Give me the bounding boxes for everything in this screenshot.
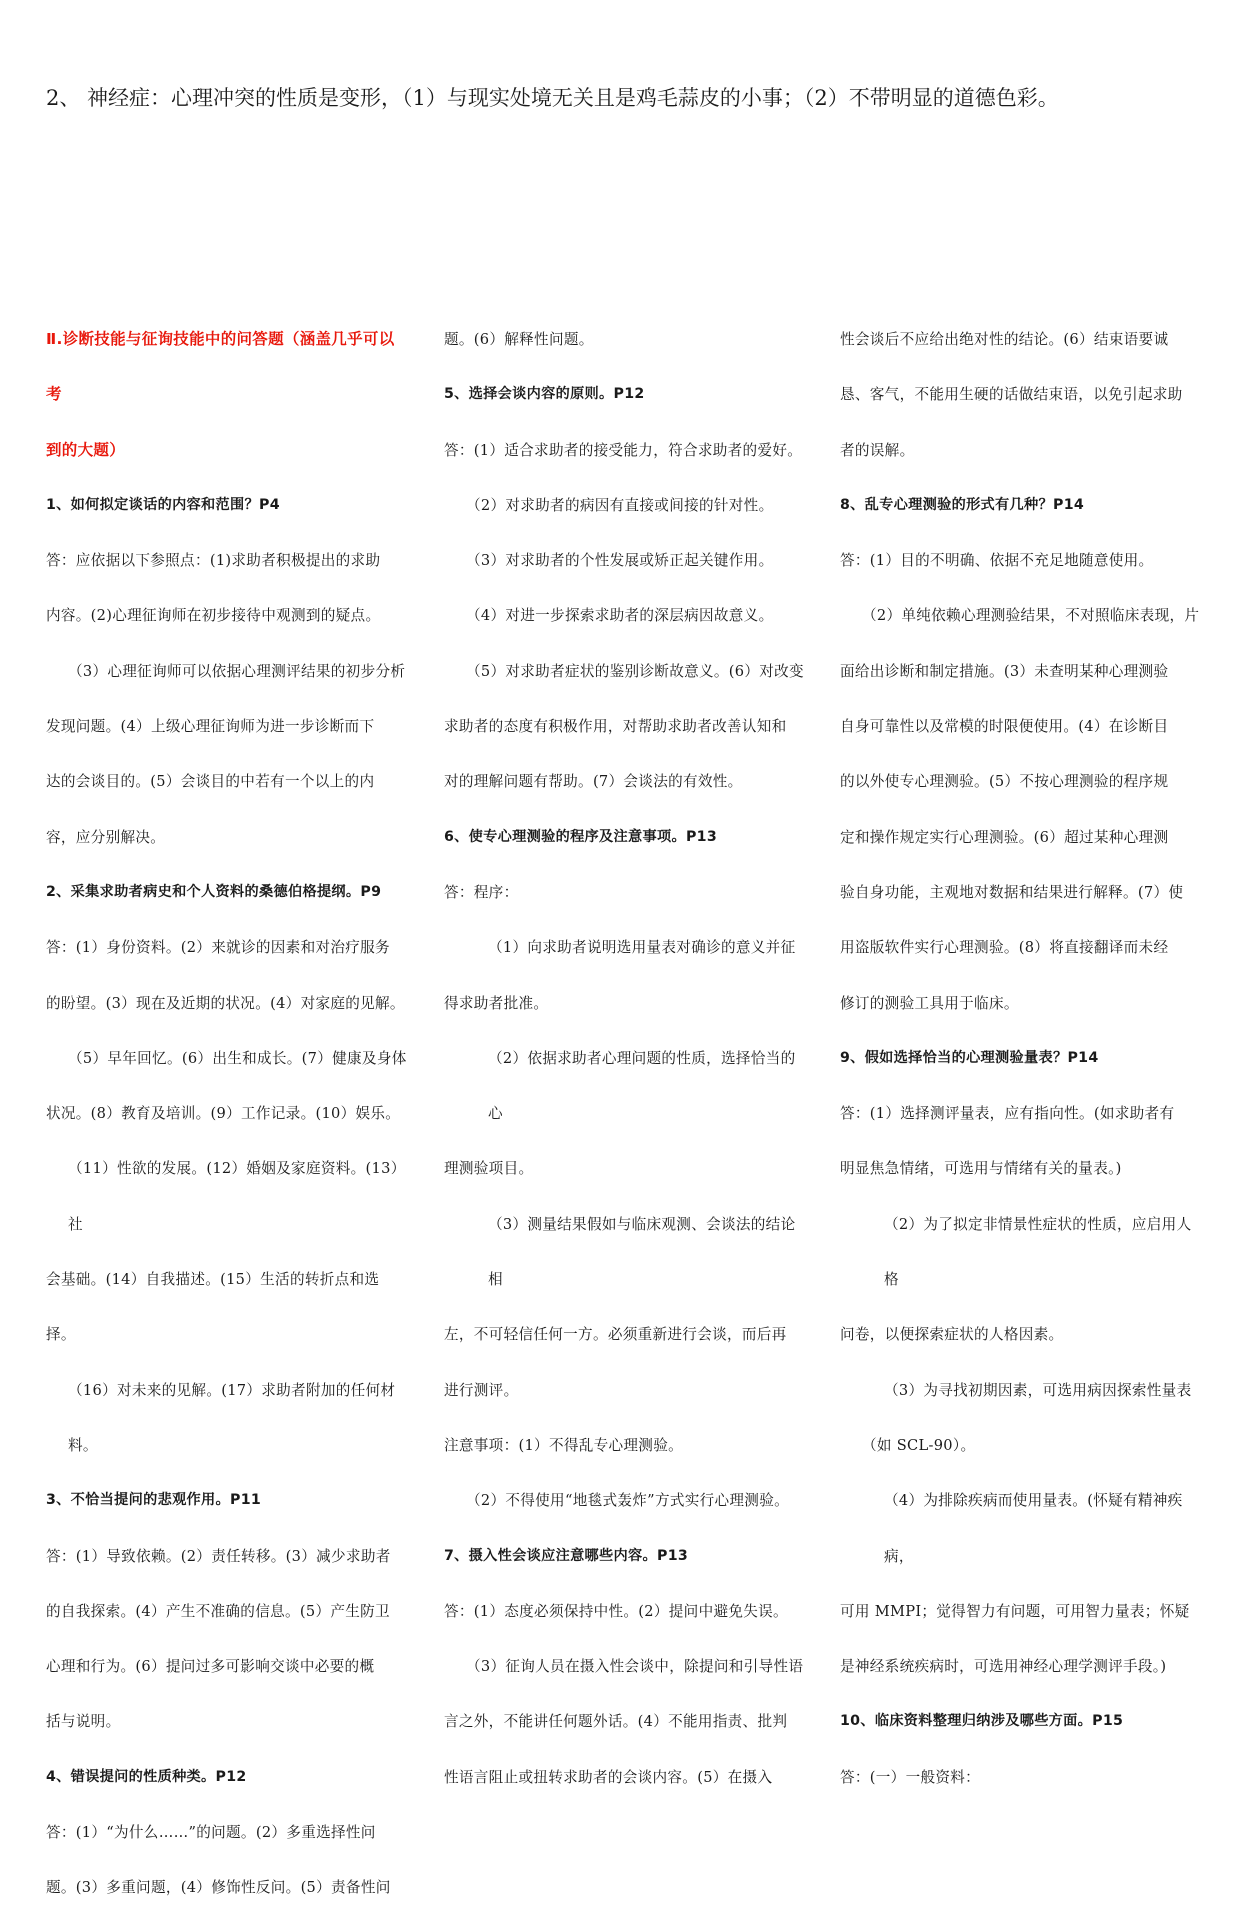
text-line: 答：程序： <box>444 883 519 901</box>
text-line: 答：(1）导致依赖。(2）责任转移。(3）减少求助者 <box>46 1547 391 1565</box>
text-line: （3）心理征询师可以依据心理测评结果的初步分析 <box>68 662 406 680</box>
section-title: Ⅱ.诊断技能与征询技能中的问答题（涵盖几乎可以考 <box>46 330 395 404</box>
page-top-paragraph: 2、 神经症：心理冲突的性质是变形，（1）与现实处境无关且是鸡毛蒜皮的小事；（2）不带明显的道德色彩。 <box>46 86 1059 110</box>
text-line: 答：应依据以下参照点：(1)求助者积极提出的求助 <box>46 552 381 570</box>
text-line: （4）对进一步探索求助者的深层病因故意义。 <box>466 607 774 625</box>
text-line: 理测验项目。 <box>444 1160 534 1178</box>
text-line: （2）依据求助者心理问题的性质，选择恰当的心 <box>488 1049 796 1123</box>
text-line: 修订的测验工具用于临床。 <box>840 994 1019 1012</box>
text-line: 会基础。(14）自我描述。(15）生活的转折点和选择。 <box>46 1271 380 1344</box>
text-line: 问卷，以便探索症状的人格因素。 <box>840 1326 1064 1344</box>
text-line: 是神经系统疾病时，可选用神经心理学测评手段。) <box>840 1658 1167 1676</box>
text-line: 性会谈后不应给出绝对性的结论。(6）结束语要诚 <box>840 331 1169 348</box>
text-line: （16）对未来的见解。(17）求助者附加的任何材料。 <box>68 1381 396 1454</box>
text-column-right <box>840 312 1200 1805</box>
text-line: （2）单纯依赖心理测验结果，不对照临床表现，片 <box>862 607 1200 625</box>
question-heading: 1、如何拟定谈话的内容和范围？P4 <box>46 496 280 513</box>
text-line: 自身可靠性以及常模的时限便使用。(4）在诊断目 <box>840 718 1169 736</box>
text-line: 验自身功能，主观地对数据和结果进行解释。(7）使 <box>840 883 1184 901</box>
question-heading: 3、不恰当提问的悲观作用。P11 <box>46 1492 262 1509</box>
text-line: （1）向求助者说明选用量表对确诊的意义并征 <box>488 939 796 957</box>
text-line: 可用 MMPI；觉得智力有问题，可用智力量表；怀疑 <box>840 1602 1190 1620</box>
text-line: 得求助者批准。 <box>444 994 549 1012</box>
text-line: 答：(1）身份资料。(2）来就诊的因素和对治疗服务 <box>46 939 390 957</box>
question-heading: 4、错误提问的性质种类。P12 <box>46 1768 247 1785</box>
text-line: 题。(6）解释性问题。 <box>444 331 594 348</box>
question-heading: 8、乱专心理测验的形式有几种？P14 <box>840 496 1085 513</box>
text-line: 内容。(2)心理征询师在初步接待中观测到的疑点。 <box>46 607 381 625</box>
text-line: 容，应分别解决。 <box>46 828 166 846</box>
question-heading: 9、假如选择恰当的心理测验量表？P14 <box>840 1049 1099 1066</box>
text-line: 答：(1）适合求助者的接受能力，符合求助者的爱好。 <box>444 441 803 459</box>
question-heading: 10、临床资料整理归纳涉及哪些方面。P15 <box>840 1713 1124 1730</box>
text-line: 明显焦急情绪，可选用与情绪有关的量表。) <box>840 1160 1122 1178</box>
text-line: （2）对求助者的病因有直接或间接的针对性。 <box>466 496 774 514</box>
text-line: 答：(1）态度必须保持中性。(2）提问中避免失误。 <box>444 1602 788 1620</box>
text-line: （2）不得使用“地毯式轰炸”方式实行心理测验。 <box>466 1492 789 1510</box>
text-line: 题。(3）多重问题，(4）修饰性反问。(5）责备性问 <box>46 1879 391 1897</box>
text-line: 进行测评。 <box>444 1381 519 1399</box>
text-line: （如 SCL-90）。 <box>862 1436 976 1454</box>
question-heading: 7、摄入性会谈应注意哪些内容。P13 <box>444 1547 689 1564</box>
text-line: （3）测量结果假如与临床观测、会谈法的结论相 <box>488 1215 796 1289</box>
text-line: 性语言阻止或扭转求助者的会谈内容。(5）在摄入 <box>444 1768 773 1786</box>
text-line: 面给出诊断和制定措施。(3）未查明某种心理测验 <box>840 662 1169 680</box>
text-line: 答：(1）目的不明确、依据不充足地随意使用。 <box>840 552 1154 570</box>
text-line: （2）为了拟定非情景性症状的性质，应启用人格 <box>884 1215 1192 1289</box>
text-line: 用盗版软件实行心理测验。(8）将直接翻译而未经 <box>840 939 1169 957</box>
text-line: （4）为排除疾病而使用量表。(怀疑有精神疾病， <box>884 1492 1183 1565</box>
text-line: 括与说明。 <box>46 1713 121 1731</box>
text-line: 注意事项：(1）不得乱专心理测验。 <box>444 1436 683 1454</box>
text-line: （3）对求助者的个性发展或矫正起关键作用。 <box>466 552 774 570</box>
text-line: 求助者的态度有积极作用，对帮助求助者改善认知和 <box>444 718 787 736</box>
text-column-middle <box>444 312 804 1805</box>
text-line: 的自我探索。(4）产生不准确的信息。(5）产生防卫 <box>46 1602 390 1620</box>
text-line: （3）征询人员在摄入性会谈中，除提问和引导性语 <box>466 1658 804 1676</box>
text-line: 的以外使专心理测验。(5）不按心理测验的程序规 <box>840 773 1169 791</box>
text-line: （5）对求助者症状的鉴别诊断故意义。(6）对改变 <box>466 662 804 680</box>
text-line: （5）早年回忆。(6）出生和成长。(7）健康及身体 <box>68 1049 407 1067</box>
text-line: （11）性欲的发展。(12）婚姻及家庭资料。(13）社 <box>68 1160 406 1233</box>
question-heading: 2、采集求助者病史和个人资料的桑德伯格提纲。P9 <box>46 883 382 900</box>
text-line: 的盼望。(3）现在及近期的状况。(4）对家庭的见解。 <box>46 994 405 1012</box>
text-line: （3）为寻找初期因素，可选用病因探索性量表 <box>884 1381 1192 1399</box>
text-line: 发现问题。(4）上级心理征询师为进一步诊断而下 <box>46 718 375 736</box>
text-line: 达的会谈目的。(5）会谈目的中若有一个以上的内 <box>46 773 375 791</box>
text-line: 状况。(8）教育及培训。(9）工作记录。(10）娱乐。 <box>46 1105 401 1123</box>
text-line: 左，不可轻信任何一方。必须重新进行会谈，而后再 <box>444 1326 787 1344</box>
question-heading: 6、使专心理测验的程序及注意事项。P13 <box>444 828 718 845</box>
text-line: 言之外，不能讲任何题外话。(4）不能用指责、批判 <box>444 1713 788 1731</box>
text-line: 定和操作规定实行心理测验。(6）超过某种心理测 <box>840 828 1169 846</box>
text-line: 恳、客气，不能用生硬的话做结束语，以免引起求助 <box>840 386 1183 404</box>
text-column-left <box>46 312 408 1916</box>
section-title: 到的大题） <box>46 440 126 459</box>
text-line: 者的误解。 <box>840 441 915 459</box>
text-line: 答：(一）一般资料： <box>840 1768 981 1786</box>
question-heading: 5、选择会谈内容的原则。P12 <box>444 386 645 403</box>
text-line: 答：(1）选择测评量表，应有指向性。(如求助者有 <box>840 1105 1175 1123</box>
text-line: 心理和行为。(6）提问过多可影响交谈中必要的概 <box>46 1658 375 1676</box>
text-line: 对的理解问题有帮助。(7）会谈法的有效性。 <box>444 773 743 791</box>
text-line: 答：(1）“为什么……”的问题。(2）多重选择性问 <box>46 1824 376 1842</box>
